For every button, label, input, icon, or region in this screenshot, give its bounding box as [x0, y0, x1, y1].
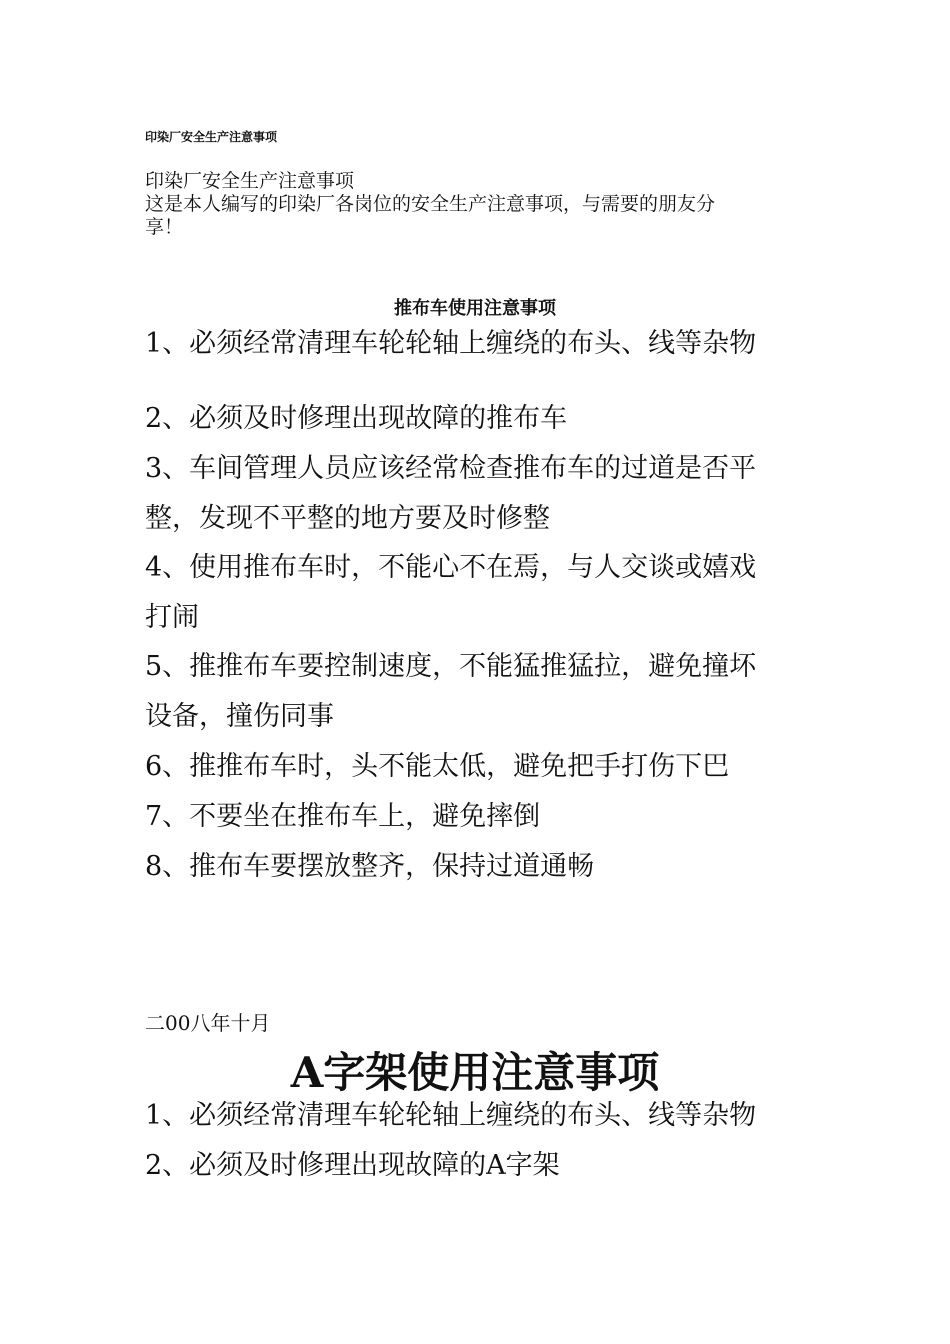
- section-title-a-frame: A字架使用注意事项: [290, 1048, 660, 1097]
- list-item: 7、不要坐在推布车上，避免摔倒: [145, 801, 541, 832]
- list-item: 1、必须经常清理车轮轮轴上缠绕的布头、线等杂物: [145, 1100, 757, 1131]
- intro-title: 印染厂安全生产注意事项: [145, 170, 355, 192]
- list-item: 2、必须及时修理出现故障的推布车: [145, 403, 568, 434]
- page-header: 印染厂安全生产注意事项: [145, 130, 278, 144]
- section-title-cart: 推布车使用注意事项: [394, 298, 556, 319]
- list-item: 整，发现不平整的地方要及时修整: [145, 503, 550, 534]
- intro-line: 享！: [145, 216, 184, 238]
- list-item: 3、车间管理人员应该经常检查推布车的过道是否平: [145, 453, 757, 484]
- list-item: 5、推推布车要控制速度，不能猛推猛拉，避免撞坏: [145, 651, 757, 682]
- list-item: 1、必须经常清理车轮轮轴上缠绕的布头、线等杂物: [145, 328, 757, 359]
- document-date: 二00八年十月: [145, 1011, 271, 1035]
- list-item: 设备，撞伤同事: [145, 701, 334, 732]
- list-item: 6、推推布车时，头不能太低，避免把手打伤下巴: [145, 751, 730, 782]
- intro-line: 这是本人编写的印染厂各岗位的安全生产注意事项，与需要的朋友分: [145, 193, 716, 215]
- list-item: 8、推布车要摆放整齐，保持过道通畅: [145, 851, 595, 882]
- list-item: 打闹: [145, 602, 199, 633]
- intro-block: [145, 170, 805, 239]
- list-item: 2、必须及时修理出现故障的A字架: [145, 1150, 560, 1181]
- list-item: 4、使用推布车时，不能心不在焉，与人交谈或嬉戏: [145, 552, 757, 583]
